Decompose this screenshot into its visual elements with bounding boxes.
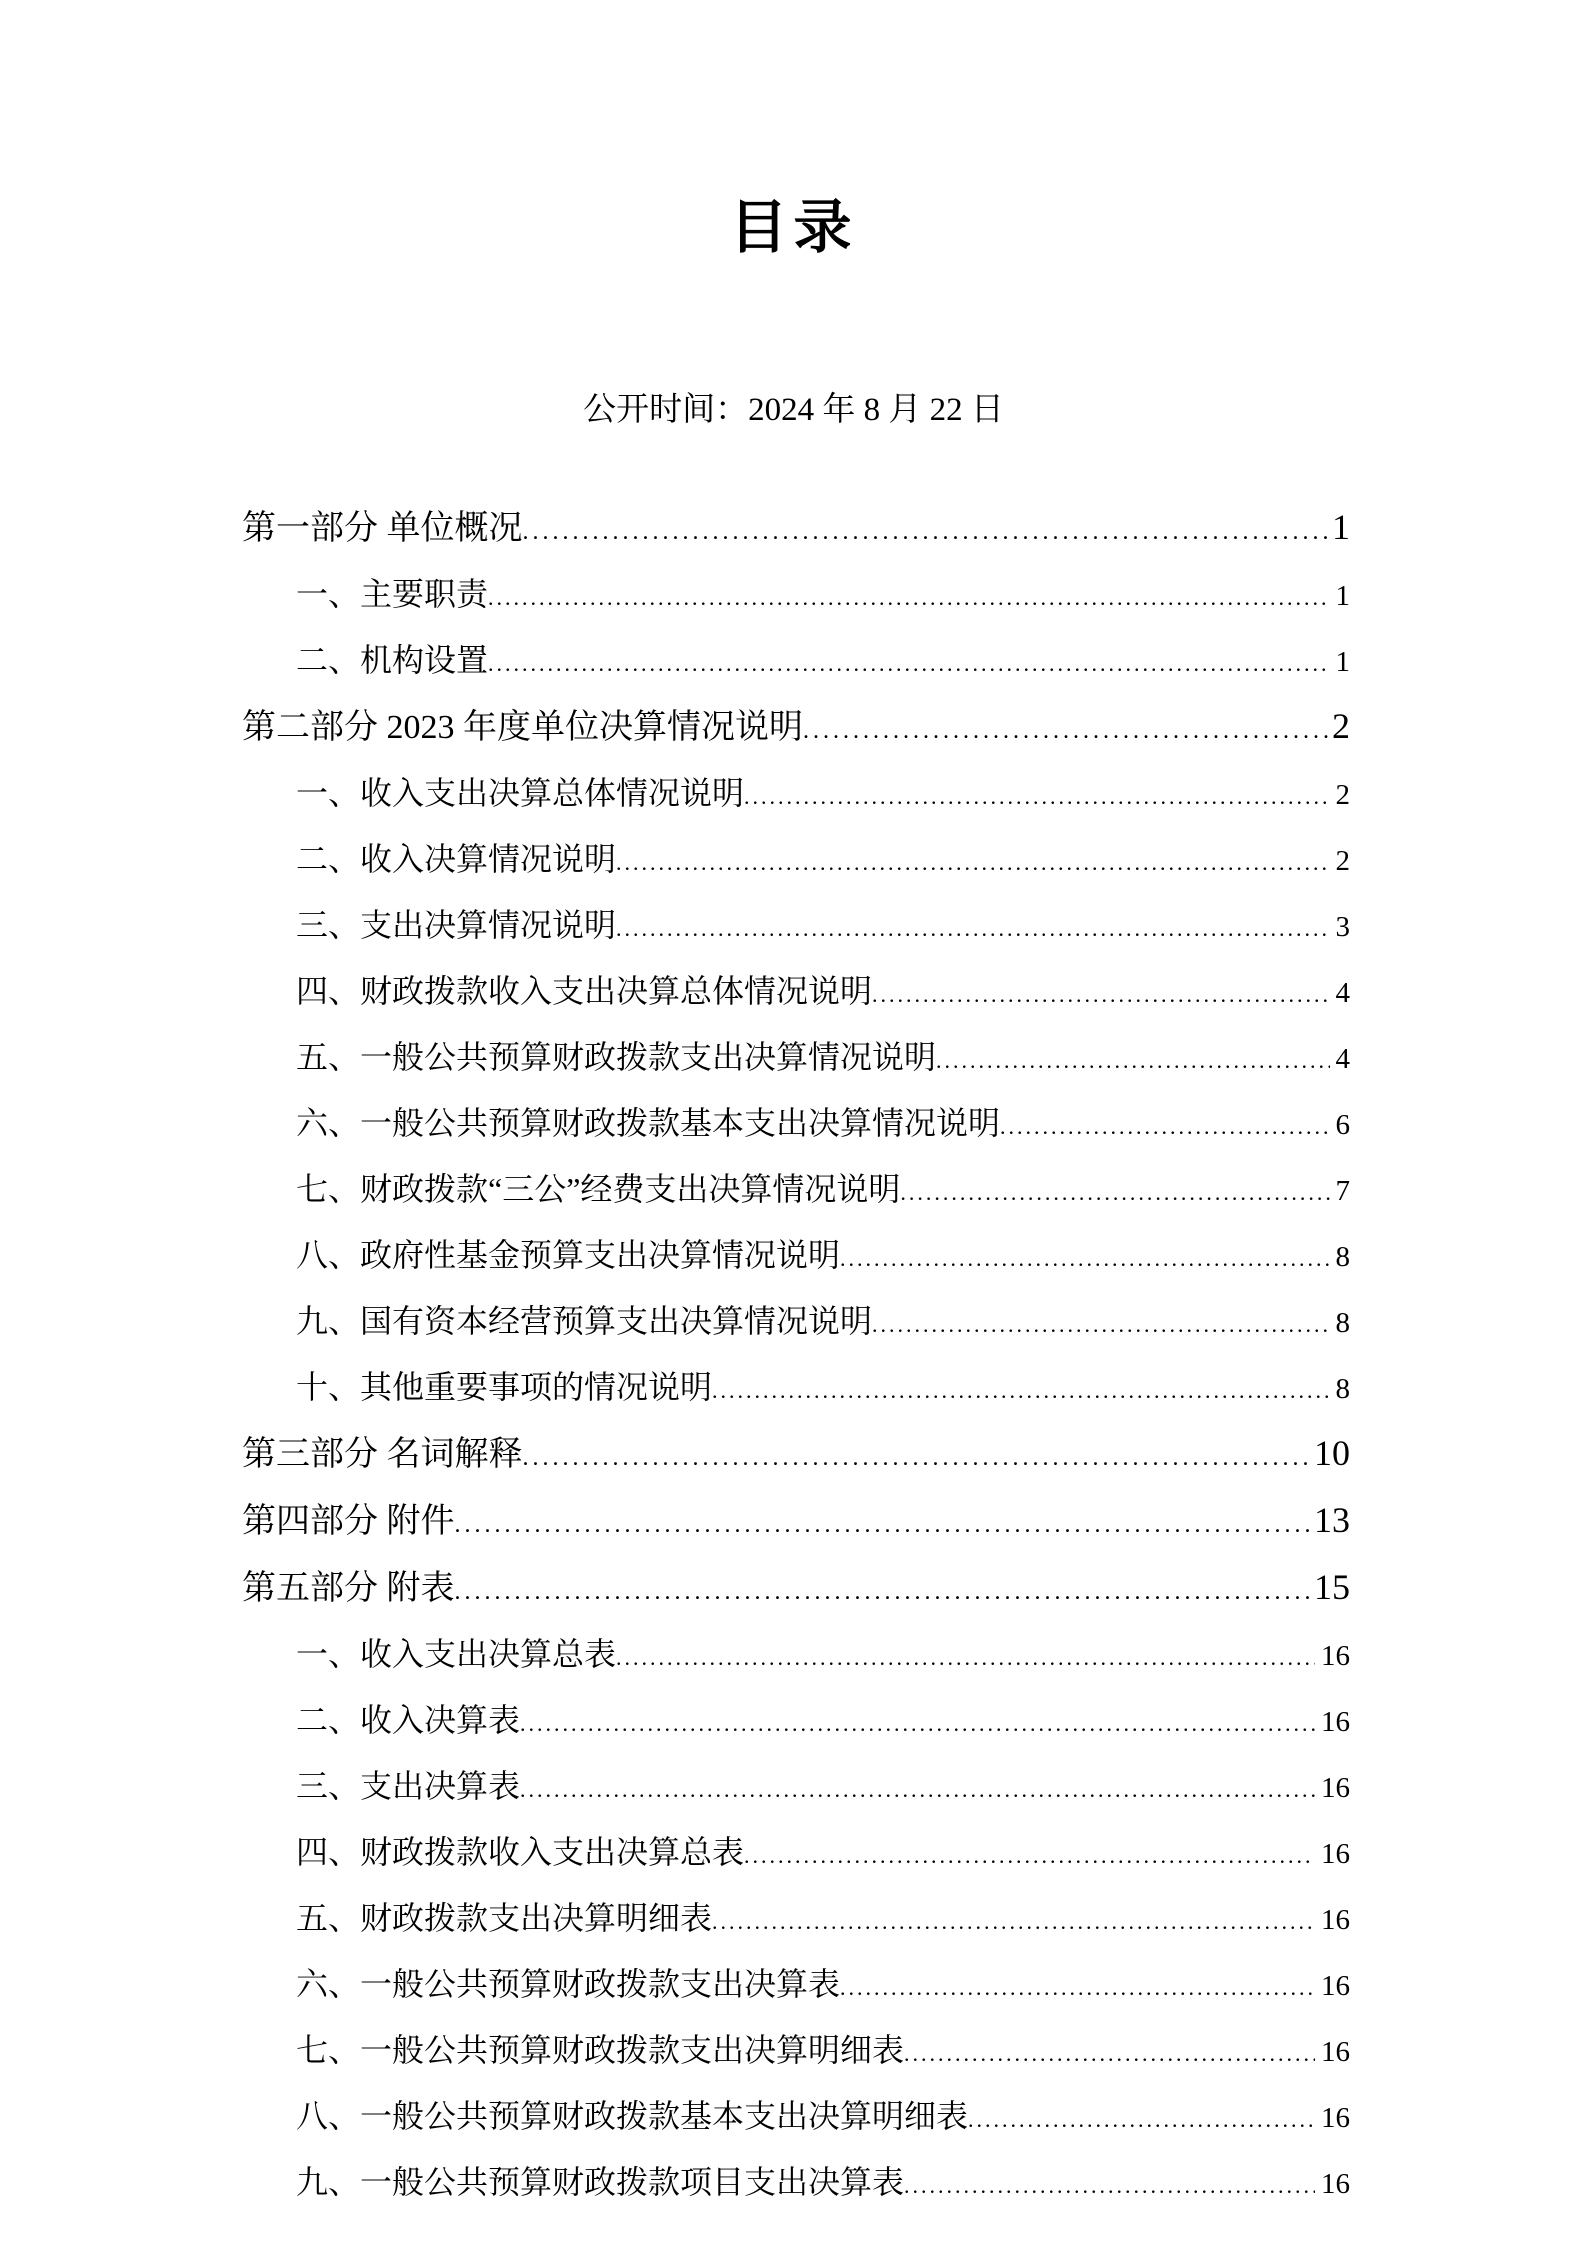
toc-page-number: 7 xyxy=(1335,1175,1350,1207)
toc-page-number: 6 xyxy=(1335,1109,1350,1141)
toc-page-number: 16 xyxy=(1321,1772,1350,1804)
toc-entry[interactable] xyxy=(242,2085,1350,2151)
toc-page-number: 8 xyxy=(1335,1307,1350,1339)
publish-date-line: 公开时间：2024 年 8 月 22 日 xyxy=(583,392,1004,428)
toc-entry-label: 十、其他重要事项的情况说明 xyxy=(296,1369,713,1405)
dot-leader xyxy=(488,567,1329,629)
toc-entry-label: 三、支出决算表 xyxy=(296,1768,521,1804)
toc-entry-label: 九、国有资本经营预算支出决算情况说明 xyxy=(296,1303,873,1339)
toc-page-number: 16 xyxy=(1321,1970,1350,2002)
toc-entry[interactable] xyxy=(242,1556,1350,1623)
dot-leader xyxy=(904,2155,1315,2217)
dot-leader xyxy=(523,501,1330,563)
dot-leader xyxy=(968,2089,1315,2151)
toc-entry-label: 二、收入决算情况说明 xyxy=(296,841,617,877)
toc-entry-label: 第一部分 单位概况 xyxy=(242,510,523,547)
toc-page-number: 16 xyxy=(1321,1838,1350,1870)
page-title: 目录 xyxy=(729,195,858,260)
toc-entry-label: 五、一般公共预算财政拨款支出决算情况说明 xyxy=(296,1039,937,1075)
toc-entry-label: 第四部分 附件 xyxy=(242,1503,455,1540)
dot-leader xyxy=(1000,1096,1329,1158)
toc-page-number: 16 xyxy=(1321,1706,1350,1738)
toc-page-number: 4 xyxy=(1335,977,1350,1009)
dot-leader xyxy=(840,1228,1329,1290)
toc-page-number: 4 xyxy=(1335,1043,1350,1075)
dot-leader xyxy=(488,633,1329,695)
toc-entry[interactable] xyxy=(242,1290,1350,1356)
toc-entry[interactable] xyxy=(242,2019,1350,2085)
toc-entry[interactable] xyxy=(242,1224,1350,1290)
toc-entry-label: 一、收入支出决算总表 xyxy=(296,1636,617,1672)
toc-entry[interactable] xyxy=(242,563,1350,629)
dot-leader xyxy=(523,1427,1312,1489)
toc-entry-label: 第五部分 附表 xyxy=(242,1570,455,1607)
toc-page-number: 2 xyxy=(1332,706,1350,746)
toc-entry[interactable] xyxy=(242,1356,1350,1422)
toc-entry-label: 四、财政拨款收入支出决算总体情况说明 xyxy=(296,973,873,1009)
toc-page-number: 8 xyxy=(1335,1241,1350,1273)
dot-leader xyxy=(872,1294,1329,1356)
toc-page-number: 1 xyxy=(1332,507,1350,547)
dot-leader xyxy=(455,1494,1312,1556)
dot-leader xyxy=(520,1693,1315,1755)
toc-page-number: 13 xyxy=(1314,1500,1350,1540)
toc-page-number: 16 xyxy=(1321,1640,1350,1672)
toc-page-number: 16 xyxy=(1321,2102,1350,2134)
dot-leader xyxy=(904,2023,1315,2085)
toc-entry-label: 七、一般公共预算财政拨款支出决算明细表 xyxy=(296,2032,905,2068)
toc-entry-label: 三、支出决算情况说明 xyxy=(296,907,617,943)
toc-entry[interactable] xyxy=(242,828,1350,894)
dot-leader xyxy=(900,1162,1329,1224)
toc-entry[interactable] xyxy=(242,1026,1350,1092)
toc-entry[interactable] xyxy=(242,1821,1350,1887)
dot-leader xyxy=(872,964,1329,1026)
dot-leader xyxy=(616,1627,1315,1689)
toc-page-number: 16 xyxy=(1321,1904,1350,1936)
toc-entry[interactable] xyxy=(242,1755,1350,1821)
toc-entry[interactable] xyxy=(242,629,1350,695)
toc-entry[interactable] xyxy=(242,1422,1350,1489)
toc-entry-label: 五、财政拨款支出决算明细表 xyxy=(296,1900,713,1936)
toc-entry-label: 九、一般公共预算财政拨款项目支出决算表 xyxy=(296,2164,905,2200)
toc-entry[interactable] xyxy=(242,762,1350,828)
toc-entry-label: 六、一般公共预算财政拨款基本支出决算情况说明 xyxy=(296,1105,1001,1141)
toc-entry[interactable] xyxy=(242,496,1350,563)
toc-entry[interactable] xyxy=(242,960,1350,1026)
toc-entry-label: 第二部分 2023 年度单位决算情况说明 xyxy=(242,709,803,746)
toc-page-number: 1 xyxy=(1335,646,1350,678)
dot-leader xyxy=(712,1891,1315,1953)
toc-entry-label: 二、收入决算表 xyxy=(296,1702,521,1738)
toc-page-number: 16 xyxy=(1321,2036,1350,2068)
toc-entry-label: 二、机构设置 xyxy=(296,642,489,678)
toc-entry[interactable] xyxy=(242,695,1350,762)
dot-leader xyxy=(616,832,1329,894)
toc-page-number: 10 xyxy=(1314,1433,1350,1473)
toc-entry-label: 四、财政拨款收入支出决算总表 xyxy=(296,1834,745,1870)
toc-entry[interactable] xyxy=(242,1092,1350,1158)
toc-entry[interactable] xyxy=(242,1623,1350,1689)
toc-page-number: 1 xyxy=(1335,580,1350,612)
dot-leader xyxy=(803,700,1329,762)
toc-page-number: 8 xyxy=(1335,1373,1350,1405)
toc-page-number: 2 xyxy=(1335,845,1350,877)
toc-entry-label: 第三部分 名词解释 xyxy=(242,1436,523,1473)
dot-leader xyxy=(744,766,1329,828)
dot-leader xyxy=(455,1561,1312,1623)
toc-entry[interactable] xyxy=(242,1689,1350,1755)
toc-page-number: 2 xyxy=(1335,779,1350,811)
dot-leader xyxy=(616,898,1329,960)
toc-entry-label: 一、收入支出决算总体情况说明 xyxy=(296,775,745,811)
toc-entry[interactable] xyxy=(242,1158,1350,1224)
dot-leader xyxy=(936,1030,1329,1092)
toc-page-number: 3 xyxy=(1335,911,1350,943)
toc-page-number: 16 xyxy=(1321,2168,1350,2200)
dot-leader xyxy=(744,1825,1315,1887)
toc-entry-label: 八、政府性基金预算支出决算情况说明 xyxy=(296,1237,841,1273)
toc-entry-label: 七、财政拨款“三公”经费支出决算情况说明 xyxy=(296,1171,901,1207)
toc-entry[interactable] xyxy=(242,1953,1350,2019)
table-of-contents xyxy=(242,496,1350,2217)
dot-leader xyxy=(712,1360,1329,1422)
toc-entry[interactable] xyxy=(242,2151,1350,2217)
toc-entry[interactable] xyxy=(242,1887,1350,1953)
dot-leader xyxy=(840,1957,1315,2019)
toc-entry[interactable] xyxy=(242,894,1350,960)
toc-entry-label: 八、一般公共预算财政拨款基本支出决算明细表 xyxy=(296,2098,969,2134)
toc-entry-label: 一、主要职责 xyxy=(296,576,489,612)
toc-entry-label: 六、一般公共预算财政拨款支出决算表 xyxy=(296,1966,841,2002)
toc-entry[interactable] xyxy=(242,1489,1350,1556)
toc-page-number: 15 xyxy=(1314,1567,1350,1607)
dot-leader xyxy=(520,1759,1315,1821)
